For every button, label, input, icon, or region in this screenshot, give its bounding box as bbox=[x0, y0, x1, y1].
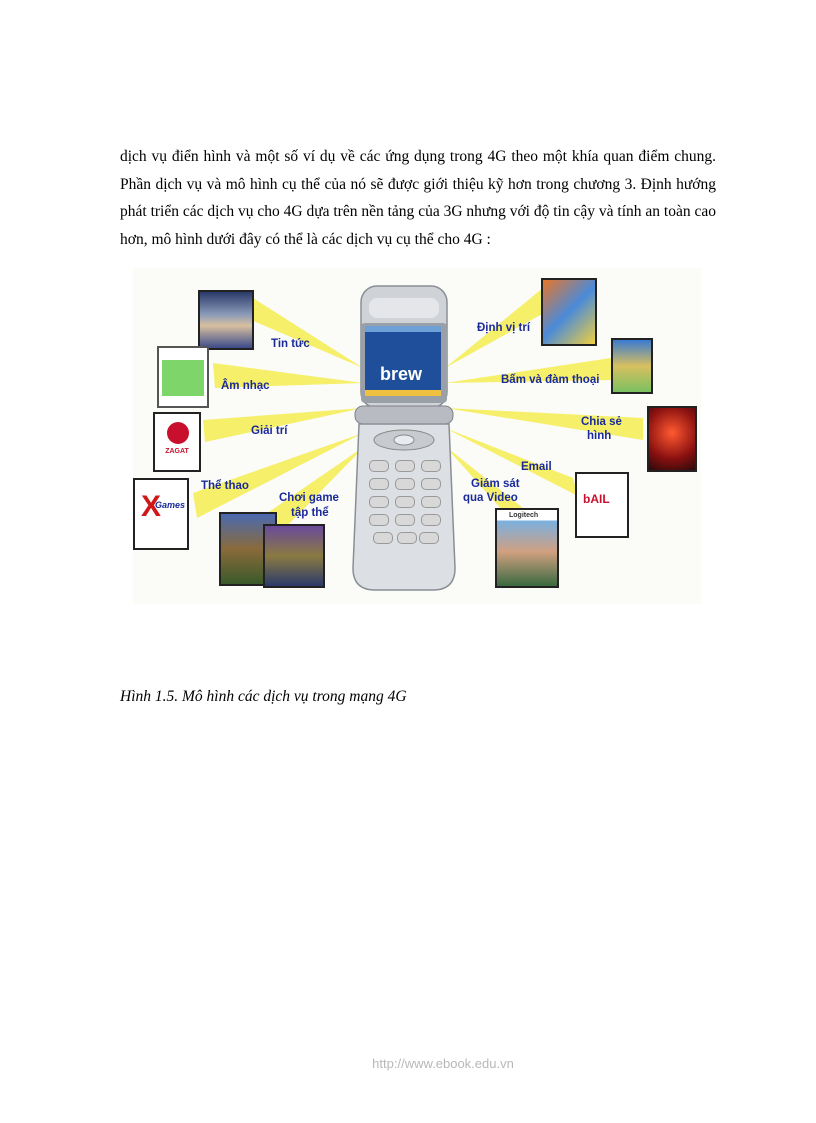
label-video-line2: qua Video bbox=[463, 492, 518, 504]
key bbox=[395, 496, 415, 508]
ray-news bbox=[251, 298, 363, 368]
key bbox=[395, 478, 415, 490]
email-thumbnail bbox=[575, 472, 629, 538]
key bbox=[369, 496, 389, 508]
key bbox=[421, 514, 441, 526]
key bbox=[419, 532, 439, 544]
key bbox=[395, 460, 415, 472]
push-to-talk-thumbnail bbox=[611, 338, 653, 394]
phone-screen-brew-logo: brew bbox=[380, 364, 423, 384]
label-sports: Thể thao bbox=[201, 480, 249, 492]
key bbox=[369, 460, 389, 472]
label-group-games-line1: Chơi game bbox=[279, 492, 339, 504]
label-location: Định vị trí bbox=[477, 322, 531, 334]
key bbox=[421, 496, 441, 508]
key bbox=[397, 532, 417, 544]
label-group-games-line2: tập thể bbox=[291, 507, 329, 519]
news-thumbnail bbox=[198, 290, 254, 350]
logitech-text: Logitech bbox=[509, 512, 539, 519]
label-video-line1: Giám sát bbox=[471, 478, 520, 490]
group-games-thumbnail-2 bbox=[263, 524, 325, 588]
label-news: Tin tức bbox=[271, 338, 310, 350]
label-share-line1: Chia sẻ bbox=[581, 416, 622, 428]
xgames-x: X bbox=[141, 490, 162, 523]
entertainment-thumbnail bbox=[153, 412, 201, 472]
footer-url: http://www.ebook.edu.vn bbox=[372, 1056, 514, 1071]
mail-text: bAIL bbox=[583, 492, 610, 506]
phone-illustration bbox=[353, 286, 455, 590]
video-surveillance-thumbnail bbox=[495, 508, 559, 588]
zagat-text: ZAGAT bbox=[165, 448, 189, 455]
music-thumbnail bbox=[157, 346, 209, 408]
key bbox=[395, 514, 415, 526]
ray-sports bbox=[193, 433, 363, 518]
sports-thumbnail bbox=[133, 478, 189, 550]
label-music: Âm nhạc bbox=[221, 380, 270, 392]
location-thumbnail bbox=[541, 278, 597, 346]
key bbox=[373, 532, 393, 544]
share-photo-thumbnail bbox=[647, 406, 697, 472]
key bbox=[369, 514, 389, 526]
key bbox=[421, 460, 441, 472]
body-paragraph: dịch vụ điển hình và một số ví dụ về các ứng dụng trong 4G theo một khía quan điểm chung. Phần dịch vụ và mô hình cụ thể của nó sẽ được giới thiệu kỹ hơn trong chương 3. Định hướng phát triển các dịch vụ cho 4G dựa trên nền tảng của 3G nhưng với độ tin cậy và tính an toàn cao hơn, mô hình dưới đây có thể là các dịch vụ cụ thể cho 4G : bbox=[120, 148, 716, 248]
key bbox=[369, 478, 389, 490]
xgames-label: Games bbox=[155, 500, 186, 510]
label-share-line2: hình bbox=[587, 430, 612, 442]
label-entertainment: Giải trí bbox=[251, 425, 288, 437]
label-email: Email bbox=[521, 461, 552, 473]
figure-caption: Hình 1.5. Mô hình các dịch vụ trong mạng 4G bbox=[120, 688, 407, 705]
4g-services-figure bbox=[133, 268, 701, 604]
label-push-to-talk: Bấm và đàm thoại bbox=[501, 374, 600, 386]
key bbox=[421, 478, 441, 490]
